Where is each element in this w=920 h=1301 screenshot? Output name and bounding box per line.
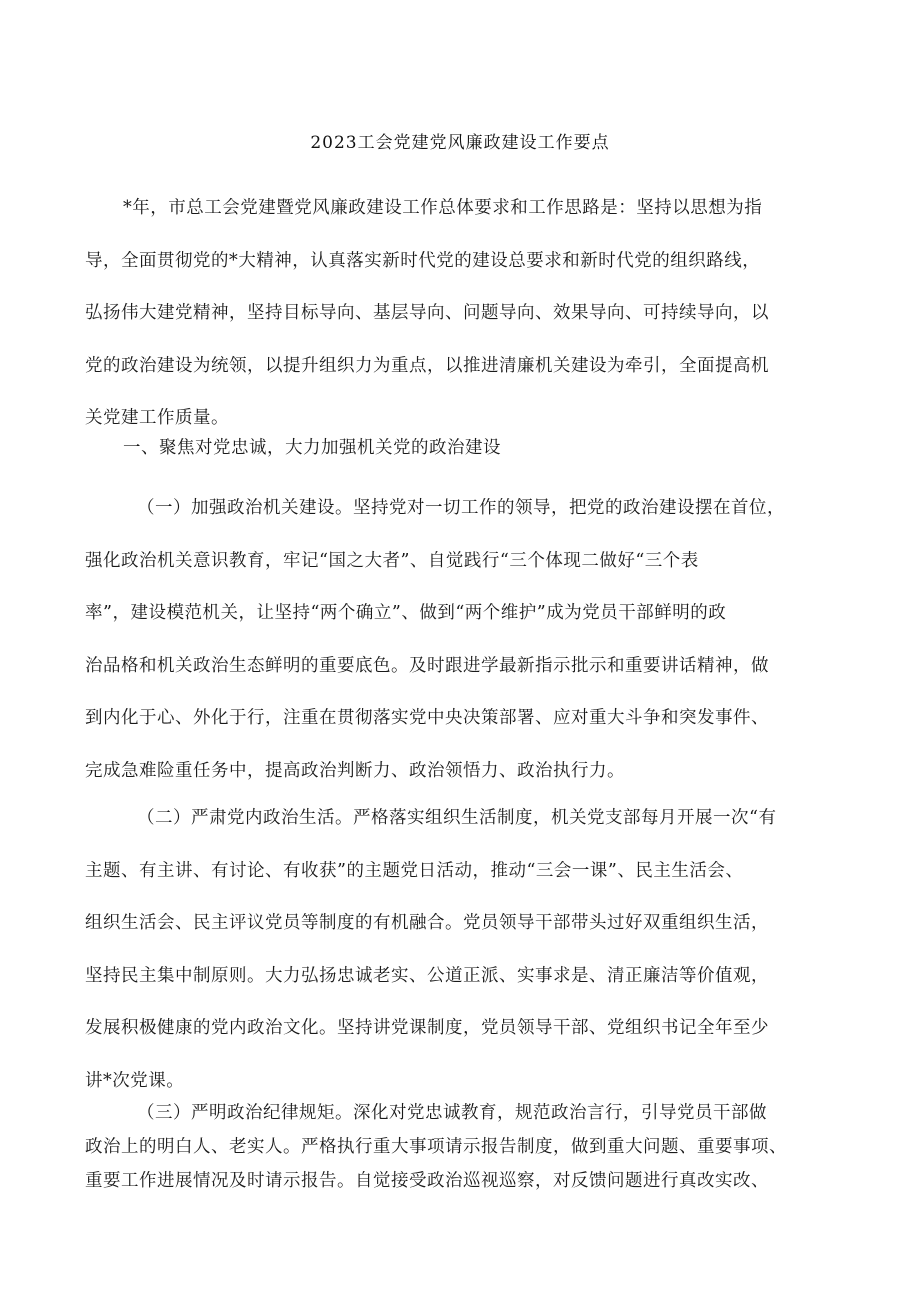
paragraph-line: 弘扬伟大建党精神，坚持目标导向、基层导向、问题导向、效果导向、可持续导向，以 — [85, 303, 769, 323]
paragraph-line: 组织生活会、民主评议党员等制度的有机融合。党员领导干部带头过好双重组织生活， — [85, 913, 769, 933]
document-title: 2023工会党建党风廉政建设工作要点 — [310, 133, 610, 153]
section-heading — [85, 434, 850, 462]
paragraph-line: 到内化于心、外化于行，注重在贯彻落实党中央决策部署、应对重大斗争和突发事件、 — [85, 708, 769, 728]
paragraph-line: 重要工作进展情况及时请示报告。自觉接受政治巡视巡察，对反馈问题进行真改实改、 — [85, 1171, 769, 1191]
paragraph-line: 讲*次党课。 — [85, 1070, 185, 1091]
paragraph-line: （二）严肃党内政治生活。严格落实组织生活制度，机关党支部每月开展一次“有 — [137, 808, 777, 828]
paragraph-line: 政治上的明白人、老实人。严格执行重大事项请示报告制度，做到重大问题、重要事项、 — [85, 1137, 787, 1157]
heading-text: 一、聚焦对党忠诚，大力加强机关党的政治建设 — [123, 438, 501, 458]
paragraph-line: 率”，建设模范机关，让坚持“两个确立”、做到“两个维护”成为党员干部鲜明的政 — [85, 603, 727, 623]
paragraph-line: 强化政治机关意识教育，牢记“国之大者”、自觉践行“三个体现二做好“三个表 — [85, 550, 699, 571]
paragraph-line: 主题、有主讲、有讨论、有收获”的主题党日活动，推动“三会一课”、民主生活会、 — [85, 860, 744, 881]
paragraph-line: （三）严明政治纪律规矩。深化对党忠诚教育，规范政治言行，引导党员干部做 — [137, 1103, 767, 1123]
section-2-paragraph — [85, 792, 850, 1107]
paragraph-line: *年，市总工会党建暨党风廉政建设工作总体要求和工作思路是：坚持以思想为指 — [123, 198, 763, 218]
paragraph-line: 坚持民主集中制原则。大力弘扬忠诚老实、公道正派、实事求是、清正廉洁等价值观， — [85, 965, 769, 986]
paragraph-line: （一）加强政治机关建设。坚持党对一切工作的领导，把党的政治建设摆在首位， — [137, 498, 785, 518]
section-1-paragraph — [85, 482, 850, 797]
paragraph-line: 党的政治建设为统领，以提升组织力为重点，以推进清廉机关建设为牵引，全面提高机 — [85, 355, 769, 376]
section-3-paragraph — [85, 1096, 850, 1198]
paragraph-line: 关党建工作质量。 — [85, 408, 229, 428]
paragraph-line: 发展积极健康的党内政治文化。坚持讲党课制度，党员领导干部、党组织书记全年至少 — [85, 1018, 769, 1038]
paragraph-line: 治品格和机关政治生态鲜明的重要底色。及时跟进学最新指示批示和重要讲话精神，做 — [85, 655, 769, 676]
paragraph-line: 导，全面贯彻党的*大精神，认真落实新时代党的建设总要求和新时代党的组织路线， — [85, 250, 761, 271]
paragraph-line: 完成急难险重任务中，提高政治判断力、政治领悟力、政治执行力。 — [85, 760, 625, 781]
intro-paragraph — [85, 182, 850, 445]
